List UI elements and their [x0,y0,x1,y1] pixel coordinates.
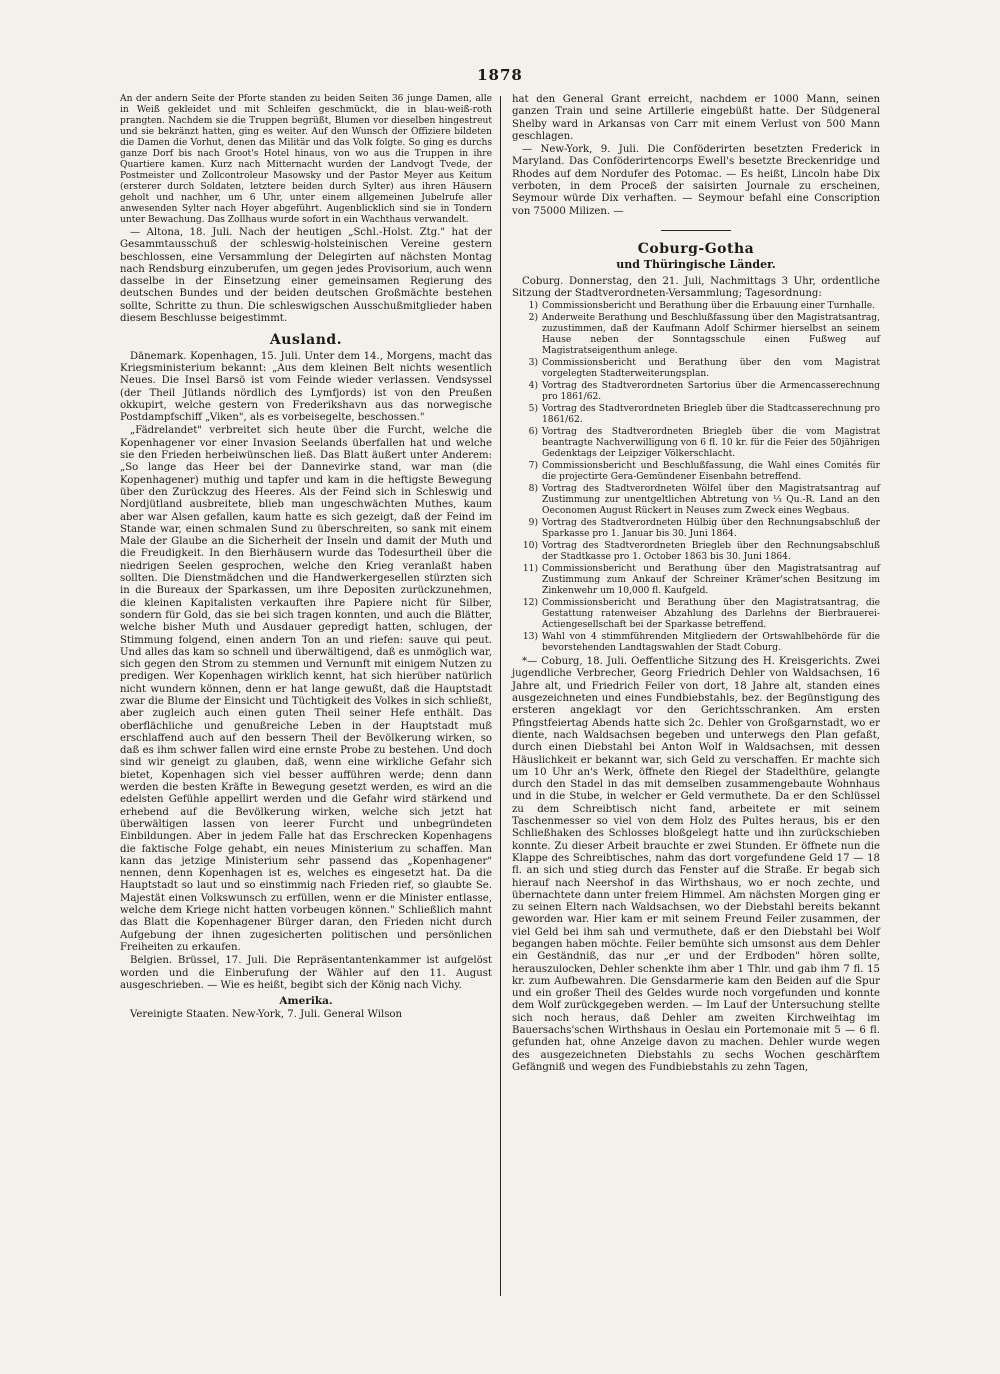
section-heading-coburg-gotha: Coburg-Gotha [637,240,755,257]
section-heading-amerika: Amerika. [279,995,333,1008]
agenda-item-number: 3) [528,358,538,369]
agenda-item-text: Vortrag des Stadtverordneten Hülbig über den Rechnungsabschluß der Sparkasse pro 1. Januar bis 30. Juni 1864. [542,518,880,540]
article-paragraph: — Altona, 18. Juli. Nach der heutigen „Schl.-Holst. Ztg." hat der Gesammtausschuß der schleswig-holsteinischen Vereine gestern beschlossen, eine Versammlung der Delegirten auf nächsten Montag nach Rendsburg einzuberufen, um gegen jedes Provisorium, auch wenn dasselbe in der Einsetzung einer gemeinsamen Regierung des deutschen Bundes und der beiden deutschen Großmächte bestehen sollte, Schritte zu thun. Die schleswigschen Ausschußmitglieder haben diesem Beschlusse beigestimmt. [120,227,492,325]
agenda-item [512,461,880,483]
agenda-item [512,427,880,460]
left-column [120,94,492,1023]
agenda-list [512,301,880,654]
agenda-item-number: 4) [528,381,538,392]
agenda-item [512,632,880,654]
agenda-item [512,358,880,380]
article-paragraph: Vereinigte Staaten. New-York, 7. Juli. General Wilson [130,1009,403,1021]
agenda-item-text: Commissionsbericht und Beschlußfassung, die Wahl eines Comités für die projectirte Gera-Gemündener Eisenbahn betreffend. [542,461,880,483]
agenda-item-text: Vortrag des Stadtverordneten Wölfel über den Magistratsantrag auf Zustimmung zur unentgeltlichen Abtretung von ⅓ Qu.-R. Land an den Oeconomen August Rückert in Neuses zum Zweck eines Wegbaus. [542,484,880,517]
section-heading-ausland: Ausland. [269,332,343,349]
agenda-item-number: 8) [528,484,538,495]
column-divider [500,96,501,1296]
agenda-item-number: 13) [522,632,538,643]
agenda-item-number: 6) [528,427,538,438]
agenda-item [512,484,880,517]
agenda-item [512,313,880,357]
agenda-item [512,541,880,563]
article-paragraph: hat den General Grant erreicht, nachdem er 1000 Mann, seinen ganzen Train und seine Artillerie eingebüßt hatte. Der Südgeneral Shelby ward in Arkansas von Carr mit einem Verlust von 500 Mann geschlagen. [512,94,880,142]
agenda-item [512,381,880,403]
article-paragraph: An der andern Seite der Pforte standen zu beiden Seiten 36 junge Damen, alle in Weiß gekleidet und mit Schleifen geschmückt, die in blau-weiß-roth prangten. Nachdem sie die Truppen begrüßt, Blumen vor dieselben hingestreut und sie bekränzt hatten, ging es weiter. Auf den Wunsch der Offiziere bildeten die Damen die Vorhut, denen das Militär und das Volk folgte. So ging es durchs ganze Dorf bis nach Groot's Hotel hinaus, von wo aus die Truppen in ihre Quartiere kamen. Kurz nach Mitternacht wurden der Landvogt Tvede, der Postmeister und Zollcontroleur Masowsky und der Pastor Meyer aus Keitum (ersterer durch Soldaten, letztere beiden durch Sylter) aus ihren Häusern geholt und nachher, um 6 Uhr, unter einem allgemeinen Jubelrufe aller anwesenden Sylter nach Hoyer abgeführt. Augenblicklich sind sie in Tondern unter Bewachung. Das Zollhaus wurde sofort in ein Wachthaus verwandelt. [120,94,492,225]
agenda-item-number: 7) [528,461,538,472]
section-subheading: und Thüringische Länder. [616,258,776,272]
agenda-item-number: 11) [522,564,538,575]
article-paragraph: Belgien. Brüssel, 17. Juli. Die Repräsentantenkammer ist aufgelöst worden und die Einberufung der Wähler auf den 11. August ausgeschrieben. — Wie es heißt, begibt sich der König nach Vichy. [120,955,492,991]
agenda-item-text: Commissionsbericht und Berathung über den vom Magistrat vorgelegten Stadterweiterungsplan. [542,358,880,380]
page-number: 1878 [477,66,523,84]
agenda-item-text: Vortrag des Stadtverordneten Briegleb über die Stadtcasserechnung pro 1861/62. [542,404,880,426]
agenda-item-number: 12) [522,598,538,609]
agenda-item-number: 10) [522,541,538,552]
agenda-item-text: Wahl von 4 stimmführenden Mitgliedern der Ortswahlbehörde für die bevorstehenden Landtagswahlen der Stadt Coburg. [542,632,880,654]
section-rule [661,230,731,231]
agenda-item-number: 9) [528,518,538,529]
agenda-item-text: Commissionsbericht und Berathung über die Erbauung einer Turnhalle. [542,301,876,312]
agenda-item [512,598,880,631]
agenda-item [512,404,880,426]
agenda-item-text: Commissionsbericht und Berathung über den Magistratsantrag, die Gestattung ratenweiser Abzahlung des Darlehns der Bierbrauerei-Actiengesellschaft bei der Sparkasse betreffend. [542,598,880,631]
article-paragraph: Coburg. Donnerstag, den 21. Juli, Nachmittags 3 Uhr, ordentliche Sitzung der Stadtverordneten-Versammlung; Tagesordnung: [512,275,880,299]
agenda-item-number: 1) [528,301,538,312]
agenda-item [512,564,880,597]
agenda-item-text: Anderweite Berathung und Beschlußfassung über den Magistratsantrag, zuzustimmen, daß der Kaufmann Adolf Schirmer hierselbst an seinem Hause neben der Sonntagsschule einen Fußweg auf Magistratseigenthum anlege. [542,313,880,357]
agenda-item-text: Vortrag des Stadtverordneten Sartorius über die Armencasserechnung pro 1861/62. [542,381,880,403]
article-paragraph: Dänemark. Kopenhagen, 15. Juli. Unter dem 14., Morgens, macht das Kriegsministerium bekannt: „Aus dem kleinen Belt nichts wesentlich Neues. Die Insel Barsö ist vom Feinde wieder verlassen. Vendsyssel (der Theil Jütlands nördlich des Lymfjords) ist von den Preußen okkupirt, welche gestern von Frederikshavn aus das norwegische Postdampfschiff „Viken", als es vorbeisegelte, beschossen." [120,350,492,424]
right-column [512,94,880,1075]
agenda-item-text: Commissionsbericht und Berathung über den Magistratsantrag auf Zustimmung zum Ankauf der Schreiner Krämer'schen Besitzung im Zinkenwehr um 10,000 fl. Kaufgeld. [542,564,880,597]
agenda-item [512,301,880,312]
agenda-item-text: Vortrag des Stadtverordneten Briegleb über den Rechnungsabschluß der Stadtkasse pro 1. October 1863 bis 30. Juni 1864. [542,541,880,563]
agenda-item-number: 2) [528,313,538,324]
agenda-item-number: 5) [528,404,538,415]
agenda-item [512,518,880,540]
article-paragraph: *— Coburg, 18. Juli. Oeffentliche Sitzung des H. Kreisgerichts. Zwei jugendliche Verbrecher, Georg Friedrich Dehler von Waldsachsen, 16 Jahre alt, und Friedrich Feiler von dort, 18 Jahre alt, standen eines ausgezeichneten und eines Fundbiebstahls, bez. der Begünstigung des ersteren angeklagt vor den Gerichtsschranken. Am ersten Pfingstfeiertag Abends hatte sich 2c. Dehler von Großgarnstadt, wo er diente, nach Waldsachsen begeben und unterwegs den Plan gefaßt, durch einen Diebstahl bei Anton Wolf in Waldsachsen, mit dessen Häuslichkeit er bekannt war, sich Geld zu verschaffen. Er machte sich um 10 Uhr an's Werk, öffnete den Riegel der Stadelthüre, gelangte durch den Stadel in das mit demselben zusammengebaute Wohnhaus und in die Stube, in welcher er Geld vermuthete. Da er den Schlüssel zu dem Schreibtisch nicht fand, arbeitete er mit seinem Taschenmesser so viel von dem Holz des Pultes heraus, bis er den Schließhaken des Schlosses bloßgelegt hatte und ihn zurückschieben konnte. Zu dieser Arbeit brauchte er zwei Stunden. Er öffnete nun die Klappe des Schreibtisches, nahm das dort vorgefundene Geld 17 — 18 fl. an sich und stieg durch das Fenster auf die Straße. Er begab sich hierauf nach Neershof in das Wirthshaus, wo er noch zechte, und übernachtete dann unter freiem Himmel. Am nächsten Morgen ging er zu seinen Eltern nach Waldsachsen, wo der Diebstahl bereits bekannt geworden war. Hier kam er mit seinem Freund Feiler zusammen, der viel Geld bei ihm sah und vermuthete, daß er den Diebstahl bei Wolf begangen haben möchte. Feiler bemühte sich umsonst aus dem Dehler ein Geständniß, das nur „er und der Erdboden" hören sollte, herauszulocken, Dehler schenkte ihm aber 1 Thlr. und gab ihm 7 fl. 15 kr. zum Aufbewahren. Die Gensdarmerie kam den Beiden auf die Spur und ein großer Theil des Geldes wurde noch vorgefunden und konnte dem Wolf zurückgegeben werden. — Im Lauf der Untersuchung stellte sich noch heraus, daß Dehler am zweiten Kirchweihtag im Bauersachs'schen Wirthshaus in Oeslau ein Portemonaie mit 5 — 6 fl. gefunden hat, ohne Anzeige davon zu machen. Dehler wurde wegen des ausgezeichneten Diebstahls zu sechs Wochen geschärftem Gefängniß und wegen des Fundbiebstahls zu zehn Tagen, [512,656,880,1073]
agenda-item-text: Vortrag des Stadtverordneten Briegleb über die vom Magistrat beantragte Nachverwilligung von 6 fl. 10 kr. für die Feier des 50jährigen Gedenktags der Leipziger Völkerschlacht. [542,427,880,460]
article-paragraph: — New-York, 9. Juli. Die Conföderirten besetzten Frederick in Maryland. Das Conföderirtencorps Ewell's besetzte Breckenridge und Rhodes auf dem Nordufer des Potomac. — Es heißt, Lincoln habe Dix verboten, in dem Proceß der saisirten Journale zu erscheinen, Seymour würde Dix verhaften. — Seymour befahl eine Conscription von 75000 Milizen. — [512,144,880,217]
article-paragraph: „Fädrelandet" verbreitet sich heute über die Furcht, welche die Kopenhagener vor einer Invasion Seelands überfallen hat und welche sie den Frieden herbeiwünschen ließ. Das Blatt äußert unter Anderem: „So lange das Heer bei der Dannevirke stand, war man (die Kopenhagener) muthig und tapfer und kam in die heftigste Bewegung über den Zurückzug des Heeres. Als der Feind sich in Schleswig und Nordjütland ausbreitete, blieb man ungeschwächten Muthes, kaum aber war Alsen gefallen, kaum hatte es sich gezeigt, daß der Feind im Stande war, einen schmalen Sund zu überschreiten, so sank mit einem Male der Glaube an die Sicherheit der Inseln und damit der Muth und die Freudigkeit. In den Bierhäusern wurde das Todesurtheil über die niedrigen Seelen gesprochen, welche den Krieg veranlaßt haben sollten. Die Dienstmädchen und die Handwerkergesellen stürzten sich in die Bureaux der Sparkassen, um ihre Depositen zurückzunehmen, die kleinen Kapitalisten verkauften ihre Papiere nicht für Silber, sondern für Gold, das sie bei sich tragen konnten, und auch die Blätter, welche bisher Muth und Ausdauer gepredigt hatten, schlugen, der Stimmung folgend, einen andern Ton an und riefen: sauve qui peut. Und alles das kam so schnell und überwältigend, daß es unmöglich war, sich gegen den Strom zu stemmen und Vernunft mit einigem Nutzen zu predigen. Wer Kopenhagen wirklich kennt, hat sich hierüber natürlich nicht wundern können, denn er hat lange gewußt, daß die Hauptstadt zwar die Blume der Einsicht und Tüchtigkeit des Volkes in sich schließt, aber zugleich auch einen guten Theil seiner Hefe enthält. Das oberflächliche und genußreiche Leben in der Hauptstadt muß erschlaffend auch auf den bessern Theil der Bevölkerung wirken, so daß es ihm schwer fallen wird eine ernste Probe zu bestehen. Und doch sind wir geneigt zu glauben, daß, wenn eine wirkliche Gefahr sich bietet, Kopenhagen sich viel besser aufführen werde; denn dann werden die besten Kräfte in Bewegung gesetzt werden, es wird an die edelsten Gefühle appellirt werden und die Gefahr wird stärkend und erhebend auf die Bevölkerung wirken, welche sich jetzt hat überwältigen lassen von leerer Furcht und unbegründeten Einbildungen. Aber in jedem Falle hat das Erschrecken Kopenhagens die faktische Folge gehabt, ein neues Ministerium zu schaffen. Man kann das jetzige Ministerium sehr passend das „Kopenhagener" nennen, denn Kopenhagen ist es, welches es eingesetzt hat. Da die Hauptstadt so laut und so einstimmig nach Frieden rief, so glaubte Se. Majestät einen Volkswunsch zu erfüllen, wenn er die Minister entlasse, welche dem Kriege nicht hatten vorbeugen können." Schließlich mahnt das Blatt die Kopenhagener Bürger daran, den Frieden nicht durch Aufgebung der ihnen zugesicherten politischen und persönlichen Freiheiten zu erkaufen. [120,425,492,953]
